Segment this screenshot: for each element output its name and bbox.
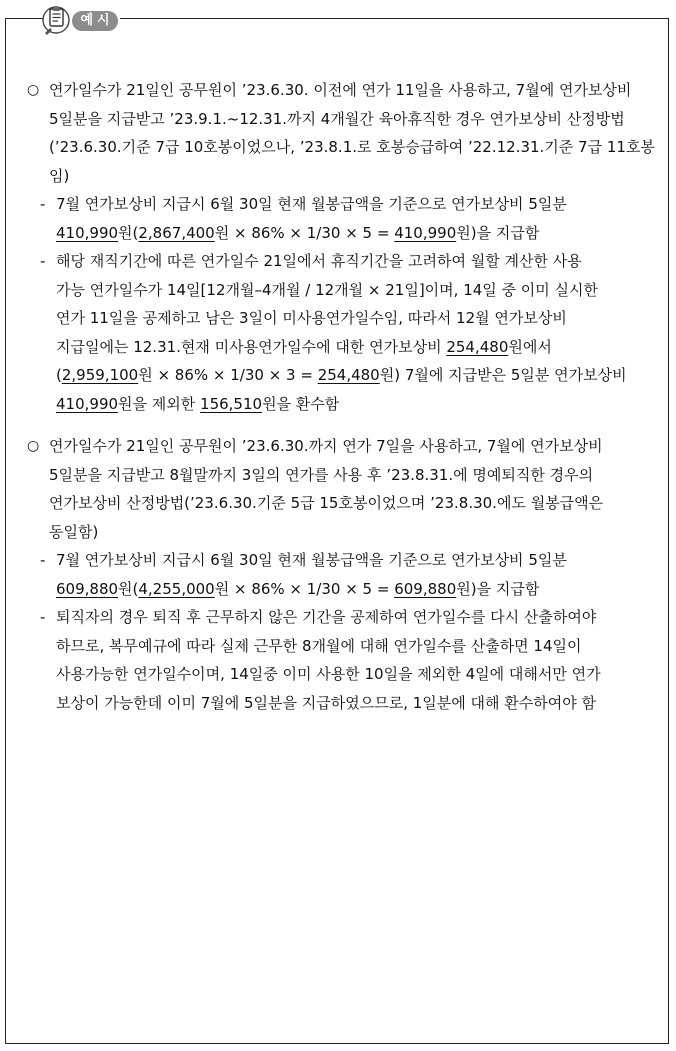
case-1-line-3: (’23.6.30.기준 7급 10호봉이었으나, ’23.8.1.로 호봉승급하여 ’22.12.31.기준 7급 11호봉임) [49,138,655,185]
text: 원을 환수함 [262,394,340,413]
amount: 4,255,000 [138,579,215,598]
case-1-sub-1 [22,190,662,247]
text: 원)을 지급함 [456,579,540,598]
sub-line: 연가 11일을 공제하고 남은 3일이 미사용연가일수임, 따라서 12월 연가보상비 [56,309,567,327]
case-2-line-1: 연가일수가 21일인 공무원이 ’23.6.30.까지 연가 7일을 사용하고, 7월에 연가보상비 [49,437,603,455]
sub-line: 보상이 가능한데 이미 7월에 5일분을 지급하였으므로, 1일분에 대해 환수하여야 함 [56,693,596,712]
case-2-sub-1 [22,546,662,603]
text: 원)을 지급함 [456,223,540,242]
case-2-line-4: 동일함) [49,522,99,541]
dash-marker: - [40,252,46,270]
bullet-circle: ○ [27,82,40,98]
text: 원( [118,579,139,598]
amount: 2,959,100 [61,366,139,384]
amount: 609,880 [394,579,457,598]
amount: 254,480 [446,337,509,356]
sub-line-amount [56,390,654,419]
case-1-line-2: 5일분을 지급받고 ’23.9.1.~12.31.까지 4개월간 육아휴직한 경우 연가보상비 산정방법 [49,109,625,128]
text: ( [56,366,62,384]
amount: 609,880 [56,579,119,598]
example-badge: 예시 [72,11,118,31]
document-content [22,76,662,717]
sub-line: 해당 재직기간에 따른 연가일수 21일에서 휴직기간을 고려하여 월할 계산한 사용 [56,252,582,270]
text: 원( [118,223,139,242]
sub-line-amount [56,575,654,604]
text: 원 × 86% × 1/30 × 3 = [138,366,318,384]
text: 지급일에는 12.31.현재 미사용연가일수에 대한 연가보상비 [56,337,447,356]
amount: 2,867,400 [138,223,215,242]
text: 원에서 [508,337,552,356]
sub-line-amount [56,333,654,362]
text: 원을 제외한 [118,394,201,413]
amount: 410,990 [56,394,119,413]
amount: 156,510 [200,394,263,413]
sub-line: 사용가능한 연가일수이며, 14일중 이미 사용한 10일을 제외한 4일에 대해서만 연가 [56,665,601,683]
case-1-sub-2 [22,247,662,418]
case-2-line-2: 5일분을 지급받고 8월말까지 3일의 연가를 사용 후 ’23.8.31.에 명예퇴직한 경우의 [49,465,594,484]
example-tag [42,2,122,36]
case-1 [22,76,662,190]
clipboard-pencil-icon [42,2,74,36]
bullet-circle: ○ [27,438,40,454]
case-2 [22,432,662,546]
case-2-sub-2 [22,603,662,717]
dash-marker: - [40,608,46,626]
sub-line-amount [56,219,654,248]
sub-line-amount [56,361,654,390]
case-1-line-1: 연가일수가 21일인 공무원이 ’23.6.30. 이전에 연가 11일을 사용하고, 7월에 연가보상비 [49,81,632,99]
sub-line: 7월 연가보상비 지급시 6월 30일 현재 월봉급액을 기준으로 연가보상비 5일분 [56,195,567,213]
dash-marker: - [40,551,46,569]
sub-line: 7월 연가보상비 지급시 6월 30일 현재 월봉급액을 기준으로 연가보상비 5일분 [56,551,567,569]
text: 원) 7월에 지급받은 5일분 연가보상비 [379,366,627,384]
amount: 410,990 [394,223,457,242]
sub-line: 가능 연가일수가 14일[12개월–4개월 / 12개월 × 21일]이며, 14일 중 이미 실시한 [56,280,599,299]
text: 원 × 86% × 1/30 × 5 = [214,223,395,242]
amount: 410,990 [56,223,119,242]
sub-line: 퇴직자의 경우 퇴직 후 근무하지 않은 기간을 공제하여 연가일수를 다시 산출하여야 [56,608,597,626]
dash-marker: - [40,195,46,213]
text: 원 × 86% × 1/30 × 5 = [214,579,395,598]
sub-line: 하므로, 복무예규에 따라 실제 근무한 8개월에 대해 연가일수를 산출하면 14일이 [56,636,582,655]
amount: 254,480 [317,366,380,384]
case-2-line-3: 연가보상비 산정방법(’23.6.30.기준 5급 15호봉이었으며 ’23.8.30.에도 월봉급액은 [49,494,604,512]
